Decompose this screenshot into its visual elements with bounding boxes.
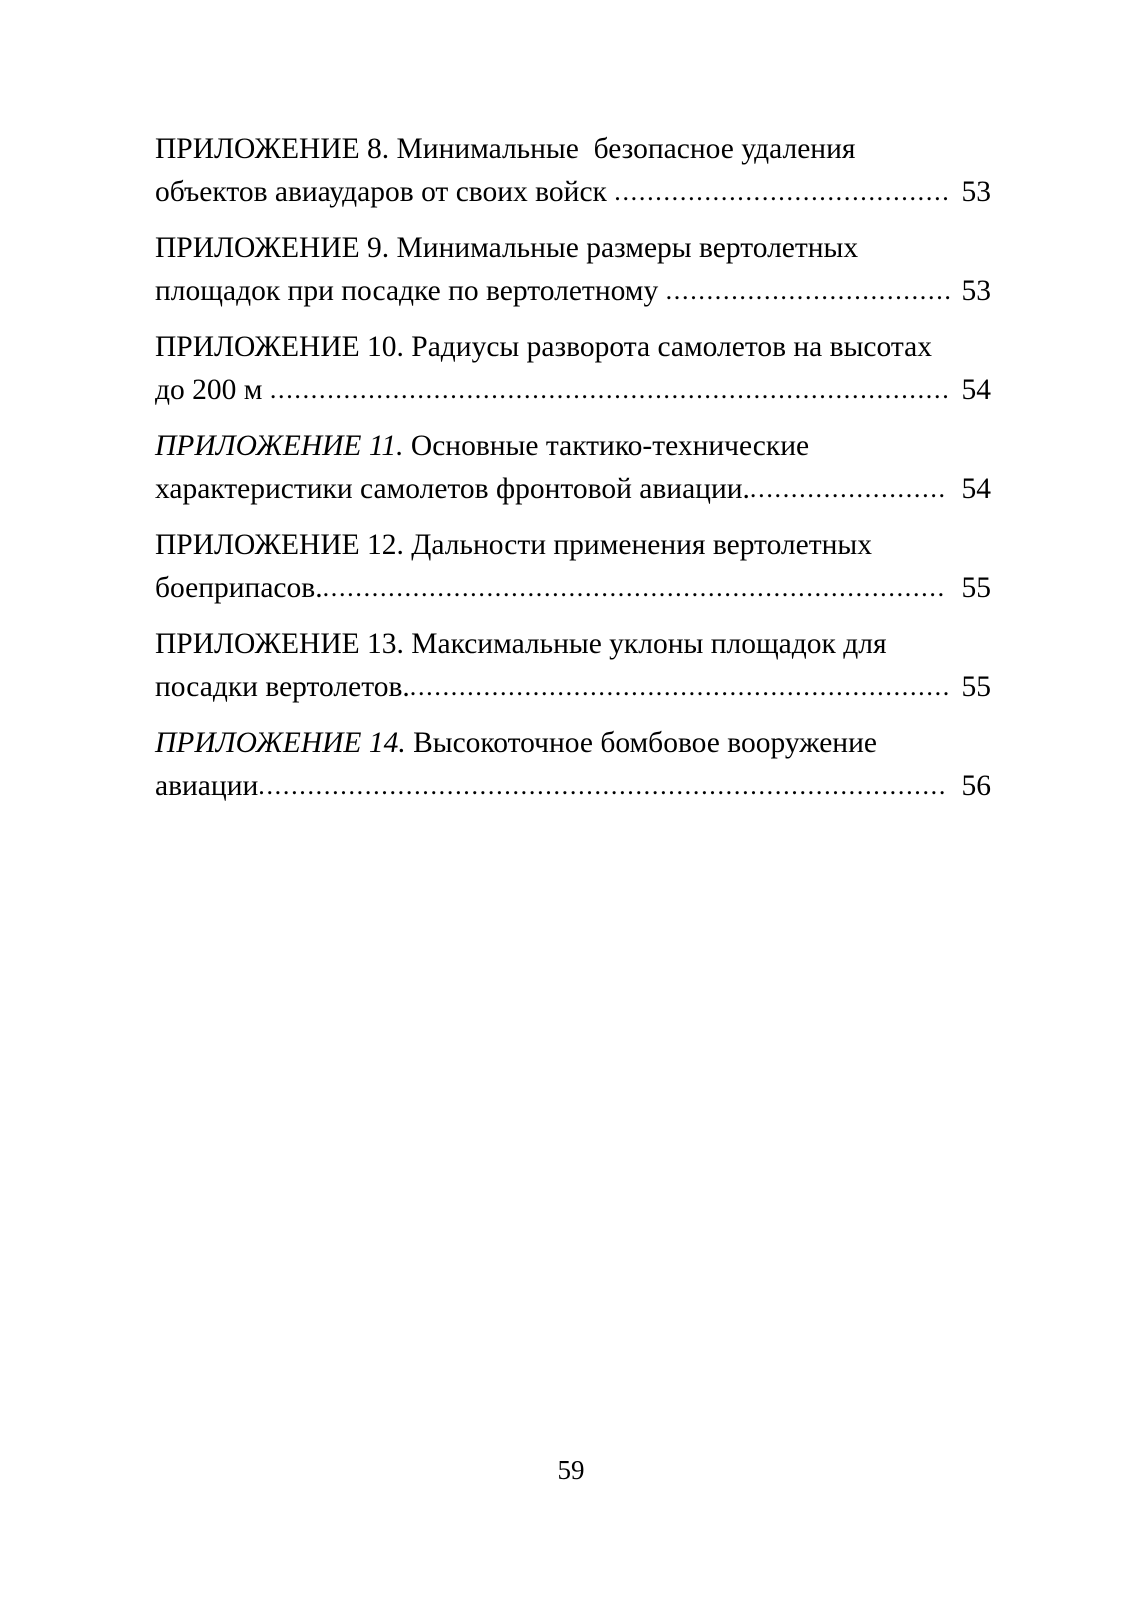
toc-entry-tail: посадки вертолетов. <box>155 671 410 703</box>
dot-leader: ............................................................................ <box>322 573 946 602</box>
toc-entry-head <box>155 524 991 567</box>
toc-page-number: 54 <box>961 473 991 505</box>
toc-entry-tail: площадок при посадке по вертолетному <box>155 275 666 307</box>
toc-entry-tail: объектов авиаударов от своих войск <box>155 176 615 208</box>
dot-leader: ................................................................................... <box>269 375 951 404</box>
toc-entry-head <box>155 722 991 765</box>
toc-entry-title: Минимальные безопасное удаления <box>389 133 856 165</box>
toc-entry-title: Минимальные размеры вертолетных <box>389 232 859 264</box>
toc-entry-last-line <box>155 369 991 412</box>
toc-entry-prefix: ПРИЛОЖЕНИЕ 13. <box>155 628 404 660</box>
dot-leader: ........................ <box>749 474 947 503</box>
toc-entry-prefix: ПРИЛОЖЕНИЕ 9. <box>155 232 390 264</box>
dot-leader: ................................... <box>665 276 953 305</box>
toc-entry[interactable] <box>155 524 991 610</box>
table-of-contents <box>155 128 991 808</box>
toc-entry-prefix: ПРИЛОЖЕНИЕ 12. <box>155 529 404 561</box>
toc-entry[interactable] <box>155 227 991 313</box>
dot-leader: .................................................................. <box>409 672 951 701</box>
toc-page-number: 55 <box>961 572 991 604</box>
toc-entry[interactable] <box>155 425 991 511</box>
toc-entry-head <box>155 227 991 270</box>
toc-page-number: 53 <box>961 275 991 307</box>
toc-entry-tail: до 200 м <box>155 374 270 406</box>
toc-entry-title: Высокоточное бомбовое вооружение <box>405 727 877 759</box>
toc-page-number: 55 <box>961 671 991 703</box>
toc-entry-title: Дальности применения вертолетных <box>403 529 872 561</box>
dot-leader: .................................................................................... <box>258 771 948 800</box>
toc-entry-last-line <box>155 666 991 709</box>
toc-entry-tail: авиации <box>155 770 259 802</box>
toc-entry[interactable] <box>155 128 991 214</box>
toc-entry[interactable] <box>155 326 991 412</box>
toc-entry-last-line <box>155 270 991 313</box>
toc-entry-tail: характеристики самолетов фронтовой авиации. <box>155 473 750 505</box>
toc-entry-head <box>155 425 991 468</box>
footer-page-number: 59 <box>557 1455 585 1485</box>
toc-entry-prefix: ПРИЛОЖЕНИЕ 8. <box>155 133 390 165</box>
toc-entry-last-line <box>155 171 991 214</box>
toc-entry-prefix: ПРИЛОЖЕНИЕ 10. <box>155 331 404 363</box>
dot-leader: ......................................... <box>614 177 951 206</box>
toc-entry-head <box>155 623 991 666</box>
toc-entry[interactable] <box>155 722 991 808</box>
toc-page-number: 54 <box>961 374 991 406</box>
toc-entry-title: Основные тактико-технические <box>403 430 810 462</box>
toc-entry-title: Радиусы разворота самолетов на высотах <box>403 331 932 363</box>
toc-entry-head <box>155 326 991 369</box>
page-footer <box>0 1455 1142 1485</box>
toc-page-number: 56 <box>961 770 991 802</box>
toc-entry-head <box>155 128 991 171</box>
toc-entry-prefix: ПРИЛОЖЕНИЕ 11. <box>155 430 404 462</box>
toc-entry-tail: боеприпасов. <box>155 572 323 604</box>
toc-page-number: 53 <box>961 176 991 208</box>
toc-entry[interactable] <box>155 623 991 709</box>
toc-entry-prefix: ПРИЛОЖЕНИЕ 14. <box>155 727 406 759</box>
toc-entry-title: Максимальные уклоны площадок для <box>403 628 887 660</box>
toc-entry-last-line <box>155 765 991 808</box>
toc-entry-last-line <box>155 468 991 511</box>
toc-entry-last-line <box>155 567 991 610</box>
